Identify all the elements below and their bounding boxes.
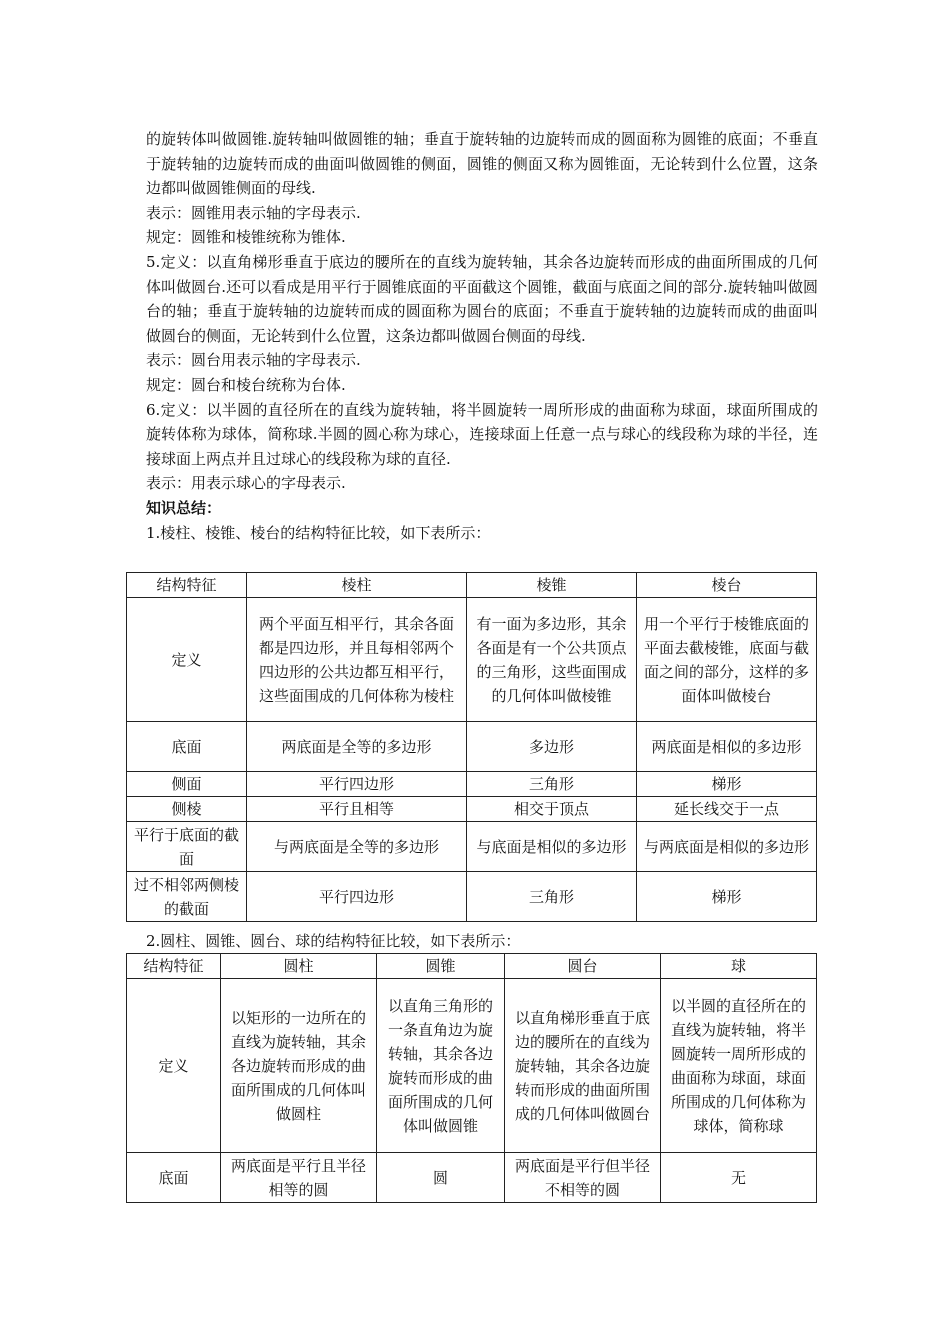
paragraph-cone-rule: 规定：圆锥和棱锥统称为锥体. <box>146 228 346 247</box>
table-cell: 两底面是平行且半径相等的圆 <box>221 1153 377 1203</box>
table-header-cell: 棱柱 <box>247 573 467 598</box>
table-cell: 侧棱 <box>127 797 247 822</box>
table-row <box>127 722 817 772</box>
paragraph-frustum-notation: 表示：圆台用表示轴的字母表示. <box>146 351 361 370</box>
paragraph-sphere-notation: 表示：用表示球心的字母表示. <box>146 474 346 493</box>
table-cell: 以半圆的直径所在的直线为旋转轴，将半圆旋转一周所形成的曲面称为球面，球面所围成的几何体称为球体，简称球 <box>661 979 817 1153</box>
table-cell: 三角形 <box>467 872 637 922</box>
table-cell: 底面 <box>127 1153 221 1203</box>
table-header-cell: 圆柱 <box>221 954 377 979</box>
table-cell: 平行四边形 <box>247 772 467 797</box>
table-row <box>127 797 817 822</box>
table-row <box>127 772 817 797</box>
table-row <box>127 1153 817 1203</box>
table-cell: 与底面是相似的多边形 <box>467 822 637 872</box>
table-header-cell: 球 <box>661 954 817 979</box>
table-cell: 两底面是平行但半径不相等的圆 <box>505 1153 661 1203</box>
table-cell: 以直角梯形垂直于底边的腰所在的直线为旋转轴，其余各边旋转而形成的曲面所围成的几何体叫做圆台 <box>505 979 661 1153</box>
table-cell: 底面 <box>127 722 247 772</box>
paragraph-cone-notation: 表示：圆锥用表示轴的字母表示. <box>146 203 361 222</box>
body-text <box>146 127 818 545</box>
paragraph-sphere-definition: 6.定义：以半圆的直径所在的直线为旋转轴，将半圆旋转一周所形成的曲面称为球面，球面所围成的旋转体称为球体，简称球.半圆的圆心称为球心，连接球面上任意一点与球心的线段称为球的半径，连接球面上两点并且过球心的线段称为球的直径. <box>146 400 818 468</box>
table-header-cell: 结构特征 <box>127 954 221 979</box>
table-cell: 无 <box>661 1153 817 1203</box>
table-cell: 与两底面是全等的多边形 <box>247 822 467 872</box>
table2-caption: 2.圆柱、圆锥、圆台、球的结构特征比较，如下表所示： <box>146 932 521 950</box>
table-cell: 用一个平行于棱锥底面的平面去截棱锥，底面与截面之间的部分，这样的多面体叫做棱台 <box>637 598 817 722</box>
table-row <box>127 979 817 1153</box>
table-header-cell: 圆台 <box>505 954 661 979</box>
table-cell: 两底面是全等的多边形 <box>247 722 467 772</box>
table-cell: 定义 <box>127 598 247 722</box>
table-cell: 梯形 <box>637 772 817 797</box>
table-cell: 过不相邻两侧棱的截面 <box>127 872 247 922</box>
table-cell: 相交于顶点 <box>467 797 637 822</box>
paragraph-frustum-definition: 5.定义：以直角梯形垂直于底边的腰所在的直线为旋转轴，其余各边旋转而形成的曲面所围成的几何体叫做圆台.还可以看成是用平行于圆锥底面的平面截这个圆锥，截面与底面之间的部分.旋转轴叫做圆台的轴；垂直于旋转轴的边旋转而成的圆面称为圆台的底面；不垂直于旋转轴的边旋转而成的曲面叫做圆台的侧面，无论转到什么位置，这条边都叫做圆台侧面的母线. <box>146 252 818 345</box>
table-cell: 以矩形的一边所在的直线为旋转轴，其余各边旋转而形成的曲面所围成的几何体叫做圆柱 <box>221 979 377 1153</box>
table-cell: 三角形 <box>467 772 637 797</box>
table-cell: 圆 <box>377 1153 505 1203</box>
table-cell: 两个平面互相平行，其余各面都是四边形，并且每相邻两个四边形的公共边都互相平行，这些面围成的几何体称为棱柱 <box>247 598 467 722</box>
table-cell: 梯形 <box>637 872 817 922</box>
table-cell: 两底面是相似的多边形 <box>637 722 817 772</box>
table-row <box>127 872 817 922</box>
table-cell: 侧面 <box>127 772 247 797</box>
table-header-cell: 棱锥 <box>467 573 637 598</box>
table-cell: 定义 <box>127 979 221 1153</box>
table-cell: 多边形 <box>467 722 637 772</box>
polyhedra-comparison-table <box>126 572 817 922</box>
table-cell: 平行且相等 <box>247 797 467 822</box>
paragraph-cone-definition: 的旋转体叫做圆锥.旋转轴叫做圆锥的轴；垂直于旋转轴的边旋转而成的圆面称为圆锥的底面；不垂直于旋转轴的边旋转而成的曲面叫做圆锥的侧面，圆锥的侧面又称为圆锥面，无论转到什么位置，这条边都叫做圆锥侧面的母线. <box>146 130 818 198</box>
table-cell: 与两底面是相似的多边形 <box>637 822 817 872</box>
table-row <box>127 822 817 872</box>
table-cell: 平行四边形 <box>247 872 467 922</box>
table-cell: 平行于底面的截面 <box>127 822 247 872</box>
table-cell: 延长线交于一点 <box>637 797 817 822</box>
table-row <box>127 598 817 722</box>
table-cell: 有一面为多边形，其余各面是有一个公共顶点的三角形，这些面围成的几何体叫做棱锥 <box>467 598 637 722</box>
table-header-row <box>127 954 817 979</box>
table-header-cell: 结构特征 <box>127 573 247 598</box>
solids-of-revolution-table <box>126 953 817 1203</box>
summary-heading: 知识总结： <box>146 498 222 517</box>
table-header-row <box>127 573 817 598</box>
table1-caption: 1.棱柱、棱锥、棱台的结构特征比较，如下表所示： <box>146 523 491 542</box>
table-header-cell: 圆锥 <box>377 954 505 979</box>
paragraph-frustum-rule: 规定：圆台和棱台统称为台体. <box>146 375 346 394</box>
table-cell: 以直角三角形的一条直角边为旋转轴，其余各边旋转而形成的曲面所围成的几何体叫做圆锥 <box>377 979 505 1153</box>
table-header-cell: 棱台 <box>637 573 817 598</box>
